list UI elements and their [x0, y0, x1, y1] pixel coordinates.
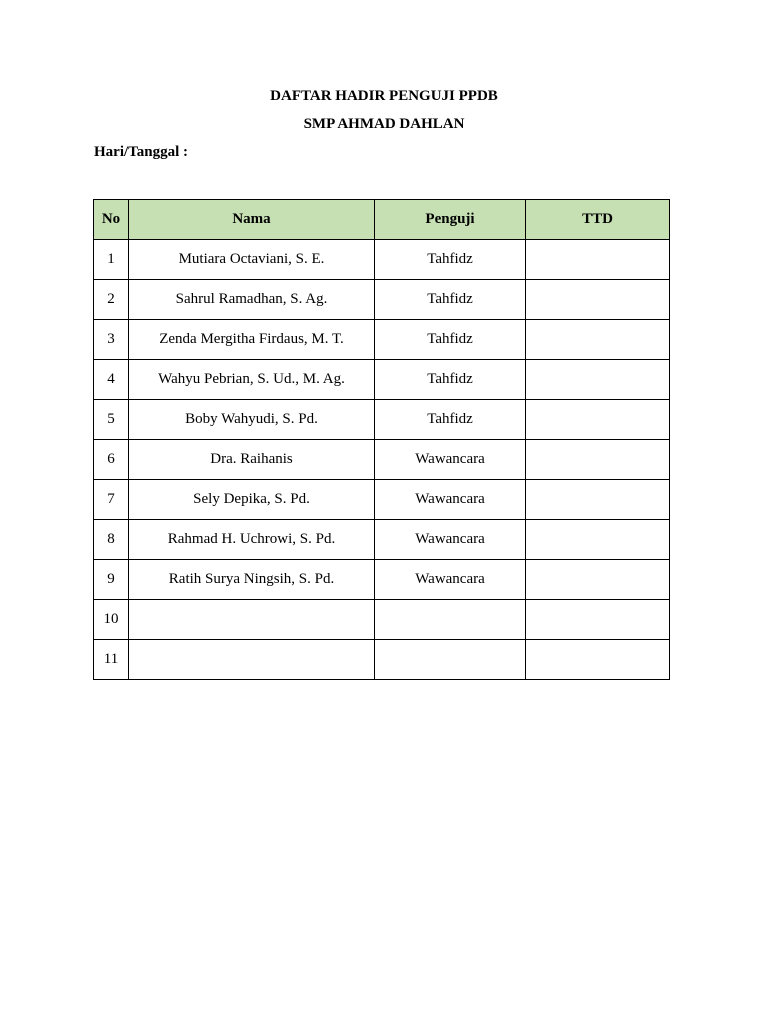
- cell-no: 7: [94, 480, 129, 520]
- cell-penguji: Wawancara: [375, 520, 526, 560]
- table-row: [94, 360, 670, 400]
- table-row: [94, 240, 670, 280]
- table-row: [94, 400, 670, 440]
- header-ttd: TTD: [526, 200, 670, 240]
- header-no: No: [94, 200, 129, 240]
- table-row: [94, 280, 670, 320]
- cell-penguji: Wawancara: [375, 440, 526, 480]
- table-row: [94, 320, 670, 360]
- attendance-table: [93, 199, 670, 680]
- cell-no: 11: [94, 640, 129, 680]
- cell-ttd: [526, 320, 670, 360]
- cell-no: 2: [94, 280, 129, 320]
- table-row: [94, 480, 670, 520]
- cell-penguji: Tahfidz: [375, 280, 526, 320]
- cell-ttd: [526, 240, 670, 280]
- cell-penguji: Tahfidz: [375, 400, 526, 440]
- cell-no: 1: [94, 240, 129, 280]
- cell-ttd: [526, 280, 670, 320]
- table-header-row: [94, 200, 670, 240]
- cell-no: 5: [94, 400, 129, 440]
- cell-ttd: [526, 400, 670, 440]
- cell-nama: Mutiara Octaviani, S. E.: [129, 240, 375, 280]
- table-row: [94, 440, 670, 480]
- cell-ttd: [526, 440, 670, 480]
- cell-ttd: [526, 560, 670, 600]
- table-row: [94, 600, 670, 640]
- cell-nama: Ratih Surya Ningsih, S. Pd.: [129, 560, 375, 600]
- cell-penguji: Wawancara: [375, 480, 526, 520]
- cell-nama: [129, 640, 375, 680]
- cell-penguji: [375, 600, 526, 640]
- cell-no: 8: [94, 520, 129, 560]
- cell-ttd: [526, 640, 670, 680]
- header-nama: Nama: [129, 200, 375, 240]
- cell-nama: Sely Depika, S. Pd.: [129, 480, 375, 520]
- table-body: [94, 240, 670, 680]
- table-row: [94, 640, 670, 680]
- cell-no: 4: [94, 360, 129, 400]
- cell-nama: Sahrul Ramadhan, S. Ag.: [129, 280, 375, 320]
- cell-no: 3: [94, 320, 129, 360]
- cell-nama: Rahmad H. Uchrowi, S. Pd.: [129, 520, 375, 560]
- cell-nama: Dra. Raihanis: [129, 440, 375, 480]
- cell-no: 10: [94, 600, 129, 640]
- table-row: [94, 520, 670, 560]
- cell-penguji: Tahfidz: [375, 320, 526, 360]
- cell-ttd: [526, 520, 670, 560]
- cell-nama: Zenda Mergitha Firdaus, M. T.: [129, 320, 375, 360]
- header-penguji: Penguji: [375, 200, 526, 240]
- cell-penguji: Tahfidz: [375, 360, 526, 400]
- cell-nama: [129, 600, 375, 640]
- cell-ttd: [526, 600, 670, 640]
- cell-penguji: [375, 640, 526, 680]
- document-subtitle: SMP AHMAD DAHLAN: [303, 116, 465, 132]
- cell-penguji: Wawancara: [375, 560, 526, 600]
- date-label: Hari/Tanggal :: [94, 144, 189, 160]
- table-row: [94, 560, 670, 600]
- cell-nama: Wahyu Pebrian, S. Ud., M. Ag.: [129, 360, 375, 400]
- cell-no: 9: [94, 560, 129, 600]
- cell-ttd: [526, 360, 670, 400]
- cell-ttd: [526, 480, 670, 520]
- cell-penguji: Tahfidz: [375, 240, 526, 280]
- cell-nama: Boby Wahyudi, S. Pd.: [129, 400, 375, 440]
- document-title: DAFTAR HADIR PENGUJI PPDB: [270, 88, 498, 104]
- cell-no: 6: [94, 440, 129, 480]
